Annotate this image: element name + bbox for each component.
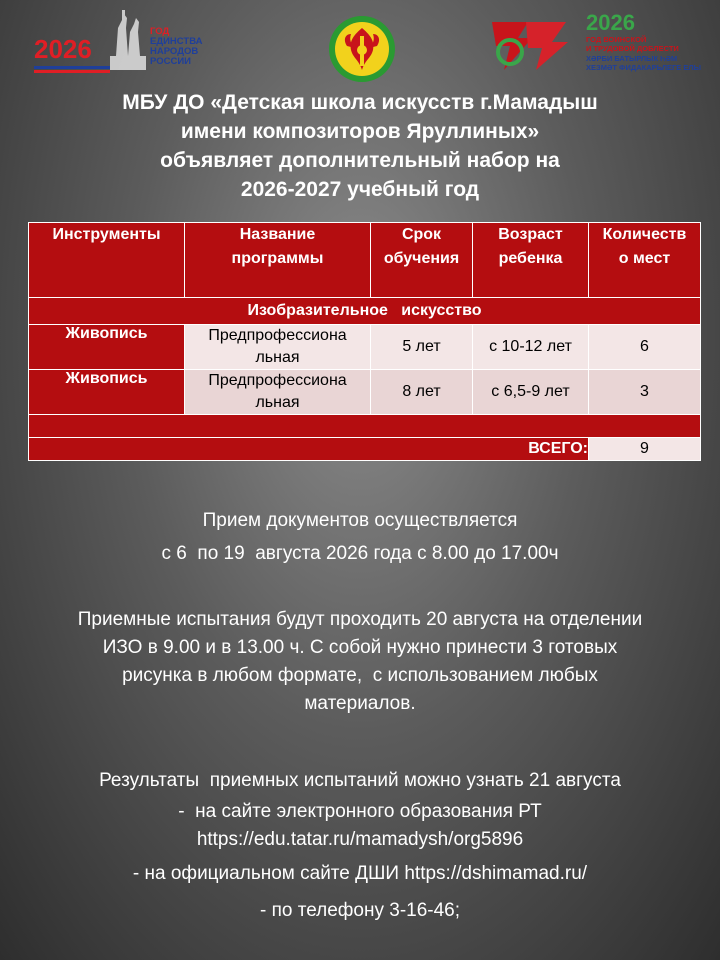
results-edu-link[interactable]: https://edu.tatar.ru/mamadysh/org5896 — [196, 829, 524, 850]
row-instrument: Живопись — [29, 370, 185, 415]
total-label: ВСЕГО: — [29, 438, 589, 461]
table-row — [29, 325, 701, 370]
year-of-valour-logo — [488, 8, 701, 76]
row-places: 6 — [589, 325, 701, 370]
info-line: ИЗО в 9.00 и в 13.00 ч. С собой нужно принести 3 готовых — [102, 637, 618, 658]
row-program: Предпрофессиона льная — [185, 325, 371, 370]
svg-text:ГОД: ГОД — [150, 26, 170, 37]
section-row — [29, 298, 701, 325]
row-age: с 6,5-9 лет — [473, 370, 589, 415]
info-line: Приемные испытания будут проходить 20 августа на отделении — [77, 609, 643, 630]
info-line: Прием документов осуществляется — [202, 510, 518, 531]
announcement-title — [0, 88, 720, 204]
row-age: с 10-12 лет — [473, 325, 589, 370]
svg-text:ХӘРБИ БАТЫРЛЫК ҺӘМ: ХӘРБИ БАТЫРЛЫК ҺӘМ — [586, 54, 678, 63]
row-instrument: Живопись — [29, 325, 185, 370]
svg-text:РОССИИ: РОССИИ — [150, 56, 191, 67]
year-of-unity-logo — [32, 6, 232, 76]
total-value: 9 — [589, 438, 701, 461]
row-duration: 8 лет — [371, 370, 473, 415]
title-line: МБУ ДО «Детская школа искусств г.Мамадыш — [122, 91, 598, 114]
svg-text:НАРОДОВ: НАРОДОВ — [150, 46, 199, 57]
svg-text:2026: 2026 — [586, 10, 635, 35]
info-line: Результаты приемных испытаний можно узнать 21 августа — [99, 770, 621, 791]
table-row — [29, 370, 701, 415]
table-header-row — [29, 223, 701, 298]
row-program: Предпрофессиона льная — [185, 370, 371, 415]
title-line: объявляет дополнительный набор на — [160, 149, 560, 172]
svg-text:ЕДИНСТВА: ЕДИНСТВА — [150, 36, 203, 47]
svg-text:ГОД ВОИНСКОЙ: ГОД ВОИНСКОЙ — [586, 35, 647, 44]
header-places: Количеств о мест — [589, 223, 701, 298]
title-line: имени композиторов Яруллиных» — [180, 120, 540, 143]
section-title: Изобразительное искусство — [29, 298, 701, 325]
svg-text:ХЕЗМӘТ ФИДАКАРЬЛЕГЕ ЕЛЫ: ХЕЗМӘТ ФИДАКАРЬЛЕГЕ ЕЛЫ — [586, 63, 701, 72]
row-places: 3 — [589, 370, 701, 415]
empty-cell — [29, 415, 701, 438]
svg-text:И ТРУДОВОЙ ДОБЛЕСТИ: И ТРУДОВОЙ ДОБЛЕСТИ — [586, 44, 679, 53]
header-program: Название программы — [185, 223, 371, 298]
info-line: рисунка в любом формате, с использованием любых — [122, 665, 598, 686]
header-duration: Срок обучения — [371, 223, 473, 298]
results-school-site-link[interactable]: - на официальном сайте ДШИ https://dshimamad.ru/ — [132, 863, 588, 884]
info-line: материалов. — [304, 693, 416, 714]
header-age: Возраст ребенка — [473, 223, 589, 298]
admission-table — [28, 222, 701, 461]
exams-info — [0, 606, 720, 718]
svg-text:2026: 2026 — [34, 34, 92, 64]
info-line: - на сайте электронного образования РТ — [178, 801, 542, 822]
empty-row — [29, 415, 701, 438]
title-line: 2026-2027 учебный год — [240, 178, 480, 201]
results-info — [0, 764, 720, 927]
total-row — [29, 438, 701, 461]
row-duration: 5 лет — [371, 325, 473, 370]
info-line: с 6 по 19 августа 2026 года с 8.00 до 17.00ч — [161, 543, 559, 564]
results-phone: - по телефону 3-16-46; — [259, 900, 461, 921]
documents-info — [0, 504, 720, 570]
header-instruments: Инструменты — [29, 223, 185, 298]
school-emblem-logo — [327, 14, 397, 84]
